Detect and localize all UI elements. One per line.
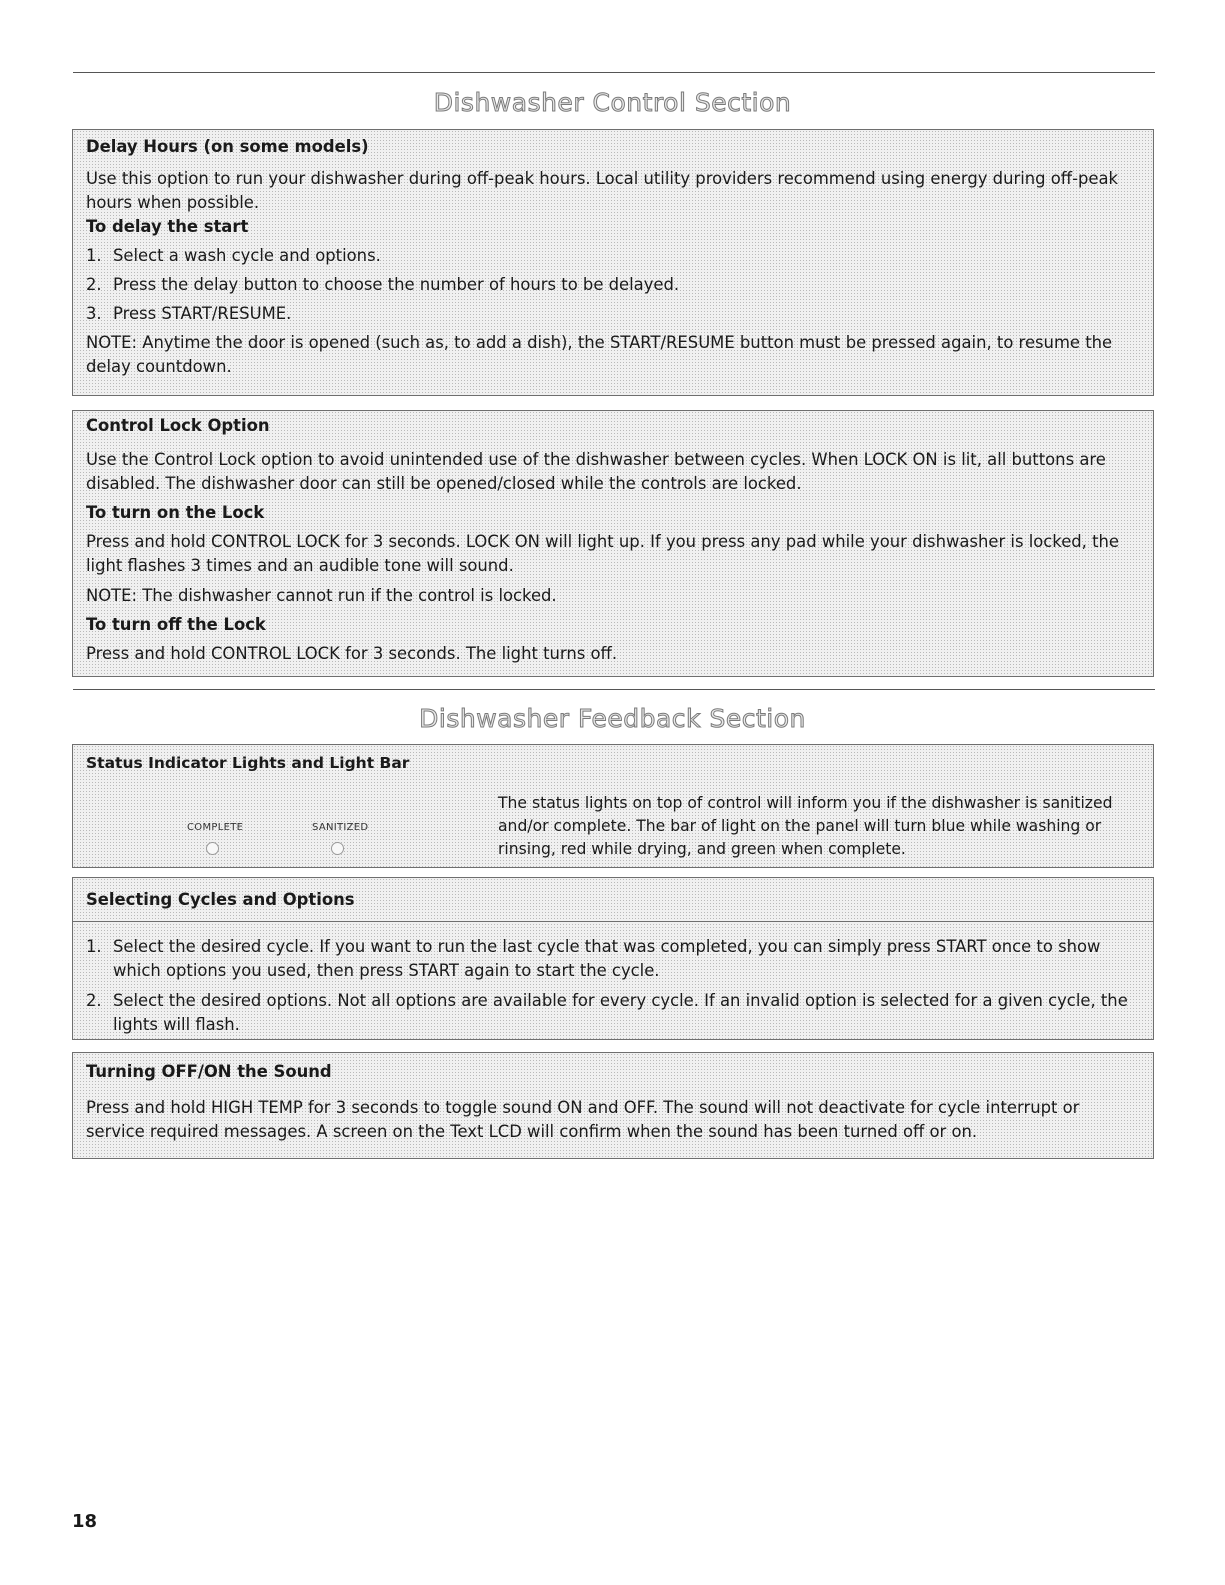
top-rule: [73, 72, 1155, 73]
lock-note: NOTE: The dishwasher cannot run if the control is locked.: [86, 586, 557, 605]
sound-box: [72, 1052, 1154, 1159]
delay-start-subheading: To delay the start: [86, 217, 249, 236]
lock-off-subheading: To turn off the Lock: [86, 615, 266, 634]
lock-on-subheading: To turn on the Lock: [86, 503, 265, 522]
step-number: 2.: [86, 275, 102, 294]
list-item: [86, 302, 1140, 326]
status-indicator-box: [72, 744, 1154, 868]
control-lock-heading: Control Lock Option: [86, 416, 270, 435]
list-item: [86, 935, 1140, 983]
list-item: [86, 244, 1140, 268]
middle-rule: [73, 689, 1155, 690]
sound-text: Press and hold HIGH TEMP for 3 seconds to toggle sound ON and OFF. The sound will not deactivate for cycle interrupt or service required messages. A screen on the Text LCD will confirm when the sound has been turned off or on.: [86, 1098, 1080, 1141]
step-number: 2.: [86, 991, 102, 1010]
page-number: 18: [72, 1511, 98, 1532]
step-number: 1.: [86, 246, 102, 265]
selecting-cycles-heading: Selecting Cycles and Options: [73, 878, 1153, 922]
control-lock-intro: Use the Control Lock option to avoid unintended use of the dishwasher between cycles. When LOCK ON is lit, all buttons are disabled. The dishwasher door can still be opened/closed while the controls are locked.: [86, 450, 1106, 493]
sanitized-label: SANITIZED: [312, 822, 369, 833]
step-text: Select the desired cycle. If you want to run the last cycle that was completed, you can simply press START once to show which options you used, then press START again to start the cycle.: [113, 937, 1101, 980]
step-number: 3.: [86, 304, 102, 323]
step-text: Select a wash cycle and options.: [113, 246, 381, 265]
sound-heading: Turning OFF/ON the Sound: [86, 1062, 332, 1081]
list-item: [86, 273, 1140, 297]
control-section-title: Dishwasher Control Section: [433, 88, 792, 117]
complete-label: COMPLETE: [187, 822, 244, 833]
selecting-cycles-box: [72, 877, 1154, 1040]
step-text: Press START/RESUME.: [113, 304, 292, 323]
status-indicator-text: The status lights on top of control will inform you if the dishwasher is sanitized and/or complete. The bar of light on the panel will turn blue while washing or rinsing, red while drying, and green when complete.: [498, 794, 1113, 858]
step-number: 1.: [86, 937, 102, 956]
sanitized-light-icon: [331, 842, 344, 855]
delay-hours-heading: Delay Hours (on some models): [86, 137, 369, 156]
control-lock-box: [72, 410, 1154, 677]
status-indicator-heading: Status Indicator Lights and Light Bar: [86, 754, 410, 772]
lock-on-text: Press and hold CONTROL LOCK for 3 seconds. LOCK ON will light up. If you press any pad while your dishwasher is locked, the light flashes 3 times and an audible tone will sound.: [86, 532, 1120, 575]
step-text: Select the desired options. Not all options are available for every cycle. If an invalid option is selected for a given cycle, the lights will flash.: [113, 991, 1128, 1034]
delay-hours-intro: Use this option to run your dishwasher during off-peak hours. Local utility providers recommend using energy during off-peak hours when possible.: [86, 169, 1119, 212]
delay-note: NOTE: Anytime the door is opened (such as, to add a dish), the START/RESUME button must be pressed again, to resume the delay countdown.: [86, 333, 1113, 376]
lock-off-text: Press and hold CONTROL LOCK for 3 seconds. The light turns off.: [86, 644, 618, 663]
feedback-section-title: Dishwasher Feedback Section: [419, 704, 806, 733]
list-item: [86, 989, 1140, 1037]
complete-light-icon: [206, 842, 219, 855]
delay-hours-box: [72, 129, 1154, 396]
step-text: Press the delay button to choose the number of hours to be delayed.: [113, 275, 680, 294]
